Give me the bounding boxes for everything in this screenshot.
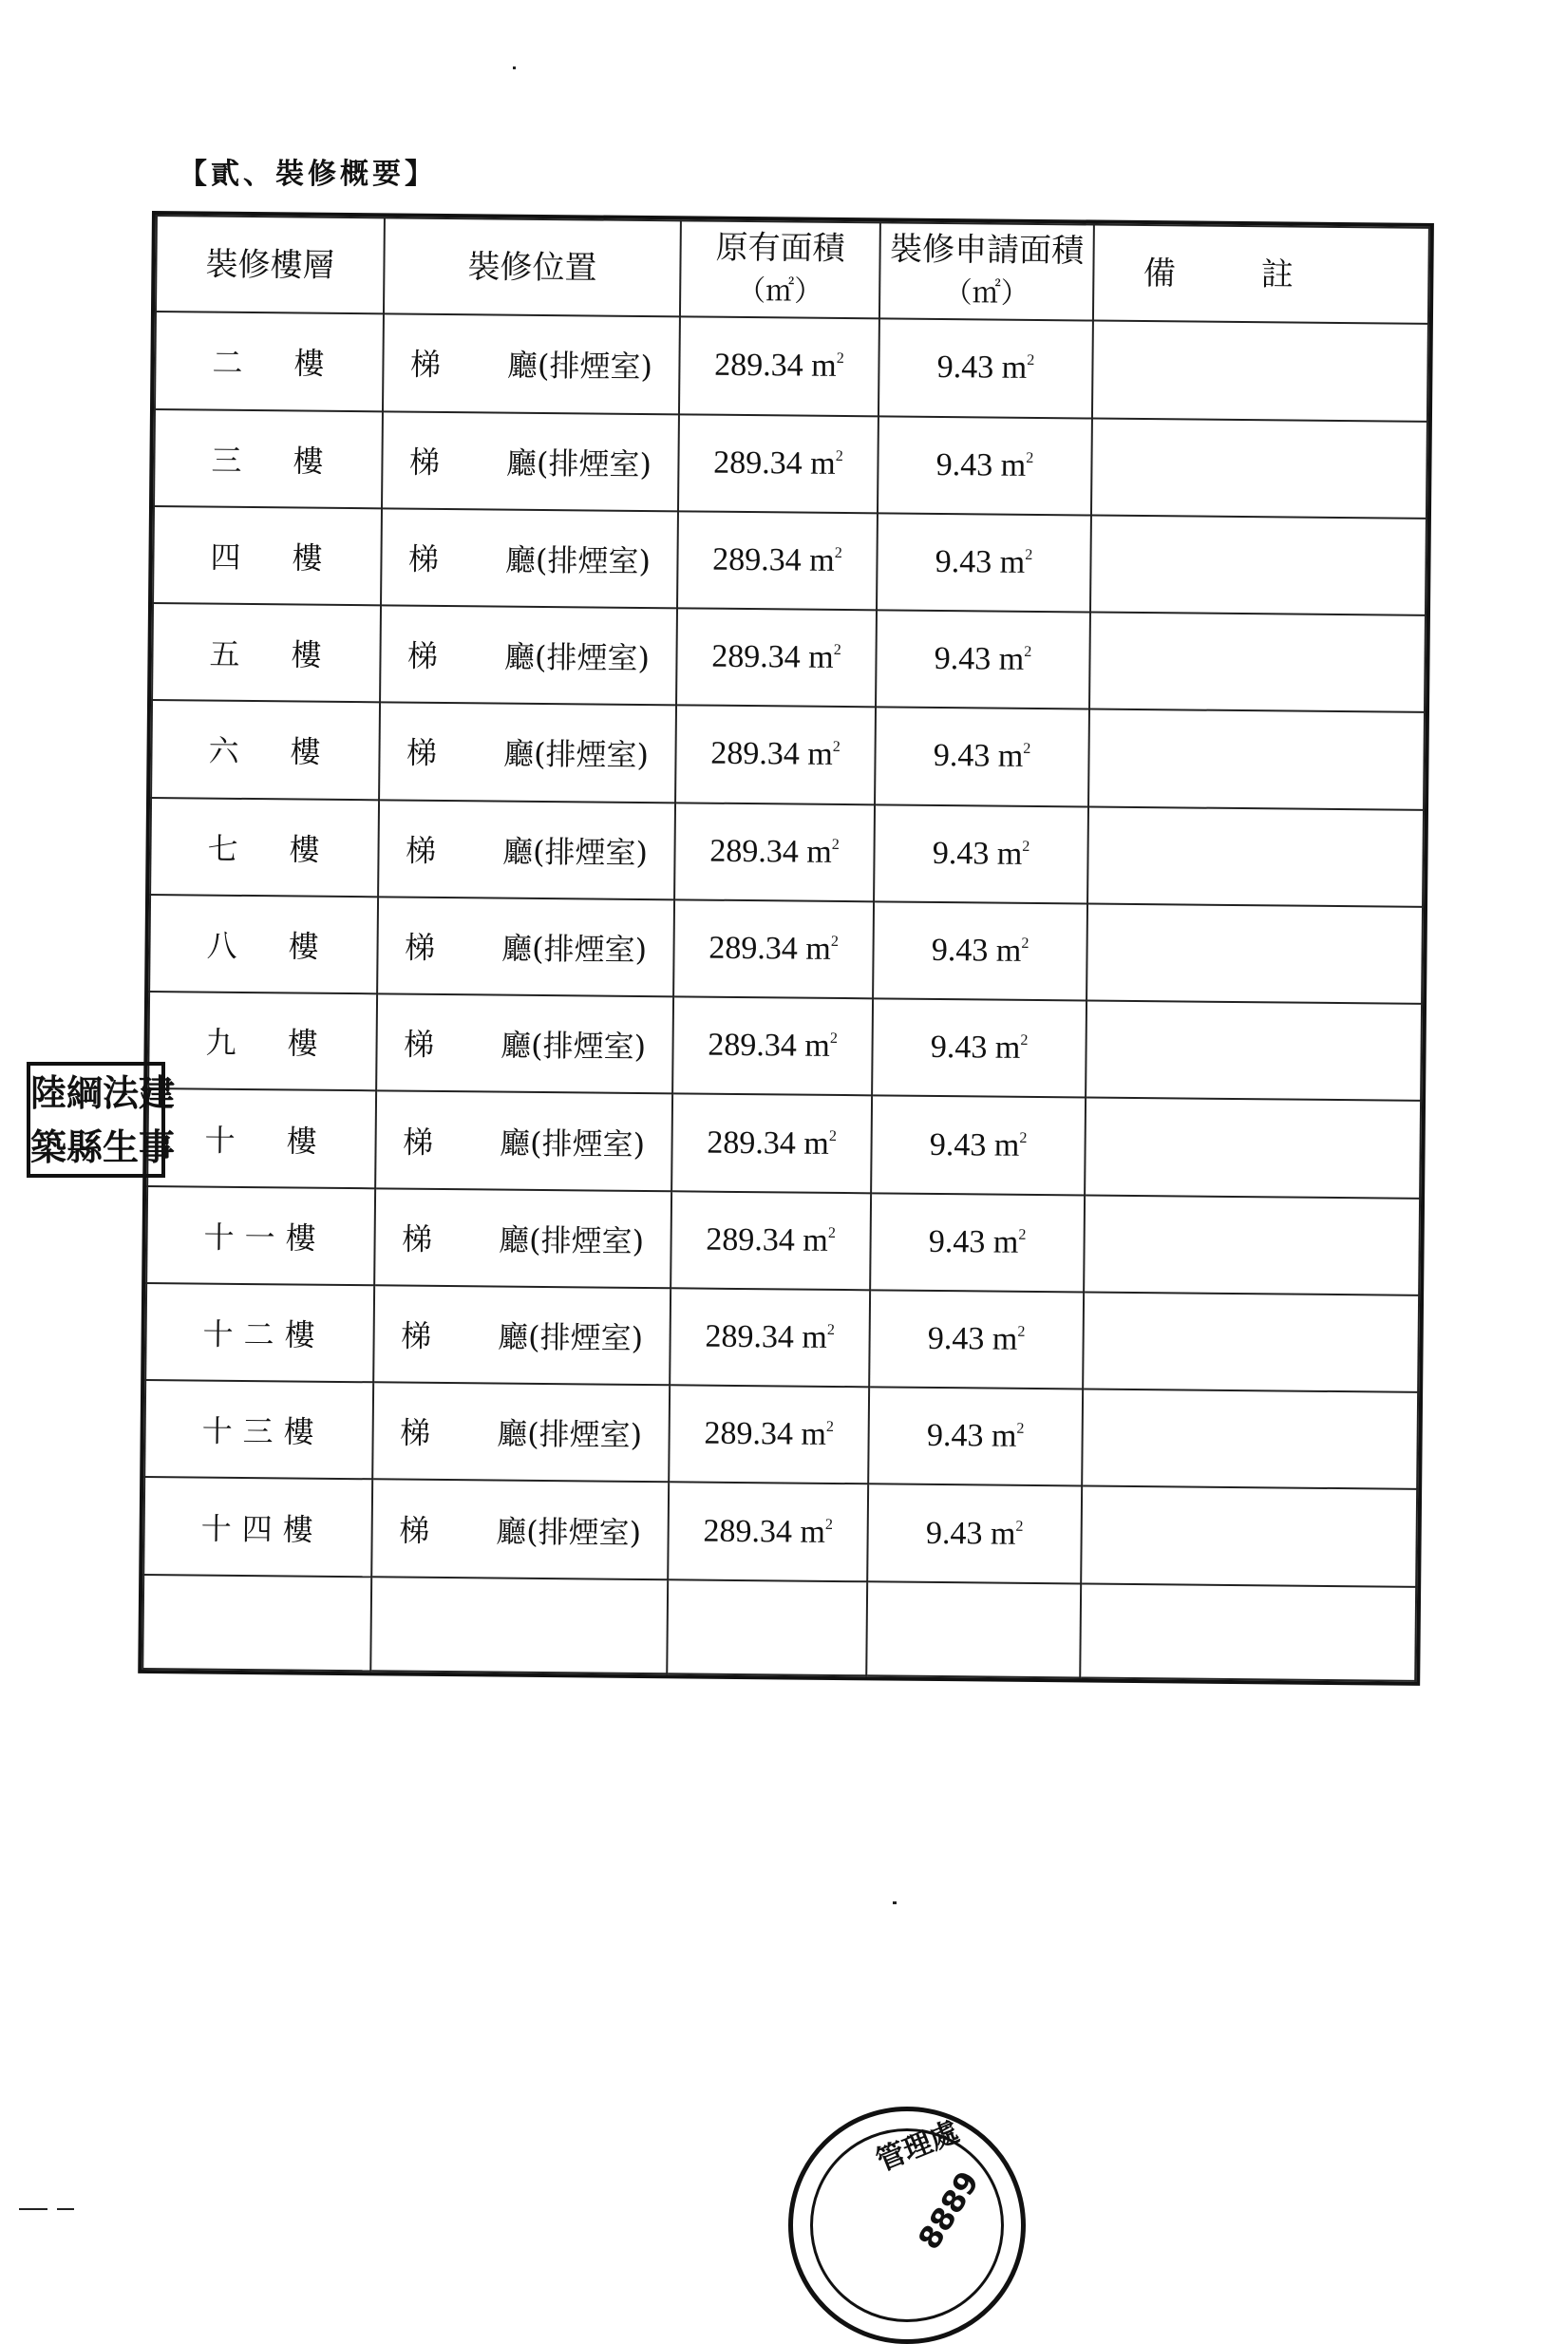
cell-position <box>372 1382 670 1482</box>
cell-floor <box>151 700 380 800</box>
position-part-a: 梯 <box>409 346 442 384</box>
cell-applied-area <box>871 1096 1086 1195</box>
floor-label: 六樓 <box>208 733 323 771</box>
floor-label: 十一樓 <box>203 1219 318 1257</box>
stamp-number: 8889 <box>911 2164 987 2256</box>
area-unit-sup: 2 <box>832 739 841 756</box>
original-area-value: 289.34 <box>707 1125 797 1162</box>
area-unit-sup: 2 <box>831 836 840 853</box>
area-unit: m <box>805 931 831 967</box>
cell-original-area <box>673 899 874 998</box>
cell-position <box>383 314 680 414</box>
position-part-a: 梯 <box>398 1512 430 1549</box>
area-unit-sup: 2 <box>836 350 844 368</box>
seal-char: 陸 <box>30 1070 67 1114</box>
area-unit-sup: 2 <box>826 1321 836 1338</box>
cell-remarks <box>1086 903 1423 1004</box>
cell-floor <box>147 1088 376 1188</box>
cell-position <box>381 508 678 608</box>
position-part-a: 梯 <box>399 1414 431 1452</box>
header-original-area-unit: （㎡） <box>737 274 823 309</box>
area-unit-sup: 2 <box>824 1516 834 1533</box>
left-margin-seal <box>27 1062 176 1178</box>
area-unit: m <box>800 1514 826 1550</box>
area-unit-sup: 2 <box>828 1127 837 1144</box>
area-unit: m <box>809 542 835 578</box>
original-area-value: 289.34 <box>712 541 802 578</box>
original-area-value: 289.34 <box>706 1221 796 1258</box>
area-unit: m <box>811 349 837 385</box>
cell-applied-area <box>876 610 1090 709</box>
seal-char: 建 <box>139 1070 176 1114</box>
area-unit: m <box>808 639 834 676</box>
area-unit-sup: 2 <box>830 933 839 950</box>
area-unit: m <box>994 1030 1021 1067</box>
floor-label: 十樓 <box>204 1122 319 1160</box>
floor-label: 十四樓 <box>200 1510 315 1548</box>
position-part-b: 廳(排煙室) <box>496 1513 642 1551</box>
table-body <box>143 312 1428 1586</box>
cell-floor <box>144 1380 373 1480</box>
cell-floor <box>152 603 381 703</box>
table-row <box>144 1380 1418 1489</box>
cell-original-area <box>670 1288 870 1387</box>
table-row <box>145 1283 1419 1392</box>
cell-position <box>380 605 677 705</box>
area-unit: m <box>806 834 832 870</box>
floor-label: 九樓 <box>205 1024 320 1062</box>
seal-char: 縣 <box>66 1125 104 1168</box>
position-part-b: 廳(排煙室) <box>501 833 649 871</box>
seal-char: 生 <box>103 1125 140 1168</box>
applied-area-value: 9.43 <box>928 1223 986 1260</box>
floor-label: 三樓 <box>211 442 326 480</box>
table-row <box>148 992 1422 1101</box>
table-row <box>143 1477 1417 1586</box>
applied-area-value: 9.43 <box>936 350 994 386</box>
cell-floor <box>146 1186 375 1286</box>
cell-floor <box>153 506 382 606</box>
applied-area-value: 9.43 <box>935 543 992 580</box>
table-row <box>150 798 1424 907</box>
table-row <box>149 895 1423 1004</box>
cell-applied-area <box>878 416 1092 515</box>
area-unit: m <box>810 445 836 482</box>
position-part-b: 廳(排煙室) <box>500 1027 647 1066</box>
cell-remarks <box>1090 515 1426 615</box>
floor-label: 十二樓 <box>202 1315 317 1353</box>
area-unit-sup: 2 <box>1027 352 1035 369</box>
original-area-value: 289.34 <box>704 1415 794 1452</box>
table-row <box>154 409 1427 519</box>
area-unit-sup: 2 <box>1015 1518 1024 1535</box>
cell-original-area <box>668 1483 868 1581</box>
cell-remarks <box>1084 1195 1420 1295</box>
position-part-a: 梯 <box>406 637 439 675</box>
area-unit-sup: 2 <box>1022 838 1030 855</box>
cell-applied-area <box>869 1290 1084 1389</box>
original-area-value: 289.34 <box>710 736 800 773</box>
position-part-b: 廳(排煙室) <box>506 347 653 386</box>
cell-position <box>378 800 675 899</box>
cell-applied-area <box>872 998 1086 1097</box>
floor-label: 五樓 <box>209 635 324 673</box>
cell-position <box>382 411 679 511</box>
area-unit: m <box>996 836 1023 872</box>
cell-remarks <box>1085 1098 1421 1199</box>
cell-original-area <box>677 511 878 610</box>
cell-original-area <box>672 996 873 1095</box>
header-position: 裝修位置 <box>384 217 681 316</box>
applied-area-value: 9.43 <box>933 738 991 774</box>
area-unit-sup: 2 <box>1023 741 1031 758</box>
area-unit: m <box>802 1319 828 1355</box>
position-part-b: 廳(排煙室) <box>498 1221 645 1259</box>
area-unit: m <box>803 1125 830 1162</box>
cell-remarks <box>1087 806 1424 907</box>
floor-label: 四樓 <box>210 539 325 577</box>
position-part-b: 廳(排煙室) <box>503 638 651 677</box>
official-stamp <box>788 2107 1026 2344</box>
area-unit: m <box>992 1224 1019 1260</box>
table-row <box>155 312 1428 421</box>
cell-applied-area <box>870 1193 1085 1292</box>
area-unit: m <box>995 933 1022 969</box>
cell-applied-area <box>867 1484 1082 1583</box>
position-part-a: 梯 <box>403 1026 435 1064</box>
cell-applied-area <box>868 1387 1083 1485</box>
area-unit: m <box>801 1416 827 1453</box>
scan-speck <box>19 2208 47 2210</box>
area-unit-sup: 2 <box>1018 1226 1027 1243</box>
seal-char: 築 <box>30 1125 67 1168</box>
table-row <box>152 603 1426 712</box>
cell-position <box>374 1188 671 1288</box>
cell-remarks <box>1082 1389 1418 1490</box>
header-original-area <box>680 220 880 318</box>
cell-original-area <box>679 317 879 416</box>
cell-floor <box>155 312 384 411</box>
cell-floor <box>145 1283 374 1383</box>
area-unit: m <box>997 739 1024 775</box>
applied-area-value: 9.43 <box>934 641 992 677</box>
table-row <box>146 1186 1420 1295</box>
cell-original-area <box>678 414 878 513</box>
section-title: 【貳、裝修概要】 <box>179 158 437 191</box>
cell-floor <box>143 1477 372 1577</box>
area-unit-sup: 2 <box>834 544 842 561</box>
cell-applied-area <box>875 708 1089 806</box>
area-unit: m <box>991 1418 1017 1455</box>
position-part-b: 廳(排煙室) <box>505 444 652 482</box>
applied-area-value: 9.43 <box>925 1515 983 1552</box>
area-unit: m <box>1000 447 1027 483</box>
cell-remarks <box>1086 1001 1422 1102</box>
original-area-value: 289.34 <box>708 1027 798 1064</box>
table-row <box>147 1088 1421 1198</box>
position-part-a: 梯 <box>406 735 438 772</box>
floor-label: 十三樓 <box>201 1412 316 1451</box>
cell-position <box>371 1480 669 1579</box>
cell-floor <box>154 409 383 509</box>
table-row <box>153 506 1426 615</box>
table-row <box>151 700 1425 809</box>
area-unit-sup: 2 <box>835 447 843 464</box>
position-part-b: 廳(排煙室) <box>502 736 650 774</box>
area-unit-sup: 2 <box>1021 935 1030 952</box>
area-unit-sup: 2 <box>1024 644 1032 661</box>
area-unit: m <box>992 1321 1018 1357</box>
cell-floor <box>150 798 379 898</box>
seal-char: 法 <box>103 1070 140 1114</box>
area-unit-sup: 2 <box>829 1030 838 1048</box>
applied-area-value: 9.43 <box>932 835 990 872</box>
stamp-text: 管理處 <box>872 2115 964 2179</box>
area-unit: m <box>993 1127 1020 1163</box>
renovation-table-frame <box>138 211 1434 1686</box>
floor-label: 八樓 <box>206 927 321 965</box>
cell-original-area <box>671 1191 871 1290</box>
area-unit: m <box>990 1516 1016 1552</box>
area-unit: m <box>807 737 833 773</box>
cell-position <box>376 993 673 1093</box>
cell-original-area <box>671 1094 872 1193</box>
cell-remarks <box>1088 709 1425 810</box>
cell-remarks <box>1092 321 1428 422</box>
cell-position <box>373 1285 671 1385</box>
area-unit-sup: 2 <box>1019 1129 1028 1146</box>
header-original-area-label: 原有面積 <box>715 228 845 268</box>
area-unit: m <box>804 1028 830 1065</box>
table-row-blank <box>142 1575 1416 1681</box>
position-part-a: 梯 <box>402 1124 434 1161</box>
header-floor: 裝修樓層 <box>156 216 385 314</box>
header-remarks: 備註 <box>1093 225 1429 325</box>
original-area-value: 289.34 <box>711 638 801 675</box>
applied-area-value: 9.43 <box>935 446 993 483</box>
position-part-a: 梯 <box>401 1220 433 1257</box>
area-unit: m <box>998 641 1025 678</box>
area-unit-sup: 2 <box>1026 449 1034 466</box>
position-part-a: 梯 <box>407 540 440 577</box>
position-part-b: 廳(排煙室) <box>497 1318 644 1357</box>
cell-original-area <box>675 706 876 804</box>
area-unit: m <box>999 544 1026 580</box>
floor-label: 七樓 <box>207 830 322 868</box>
applied-area-value: 9.43 <box>929 1126 987 1163</box>
original-area-value: 289.34 <box>705 1318 795 1355</box>
cell-remarks <box>1081 1486 1417 1587</box>
cell-applied-area <box>878 319 1093 418</box>
header-applied-area-label: 裝修申請面積 <box>889 230 1085 271</box>
applied-area-value: 9.43 <box>930 1030 988 1066</box>
position-part-b: 廳(排煙室) <box>499 1125 646 1163</box>
header-applied-area-unit: （㎡） <box>943 275 1030 311</box>
position-part-a: 梯 <box>405 832 437 869</box>
cell-applied-area <box>873 901 1087 1000</box>
position-part-a: 梯 <box>400 1317 432 1354</box>
table-header-row <box>156 216 1429 324</box>
cell-remarks <box>1083 1292 1419 1392</box>
cell-applied-area <box>874 804 1088 903</box>
position-part-a: 梯 <box>408 444 441 481</box>
cell-remarks <box>1091 418 1427 519</box>
original-area-value: 289.34 <box>709 833 799 870</box>
cell-position <box>379 703 676 803</box>
cell-floor <box>148 992 377 1091</box>
floor-label: 二樓 <box>212 344 327 383</box>
applied-area-value: 9.43 <box>926 1418 984 1454</box>
cell-position <box>377 897 674 996</box>
cell-original-area <box>676 608 877 707</box>
cell-original-area <box>669 1385 869 1484</box>
original-area-value: 289.34 <box>713 444 803 482</box>
cell-floor <box>149 895 378 994</box>
original-area-value: 289.34 <box>708 930 799 967</box>
cell-position <box>375 1091 672 1191</box>
area-unit-sup: 2 <box>825 1419 835 1436</box>
original-area-value: 289.34 <box>703 1513 793 1550</box>
seal-char: 事 <box>139 1125 176 1168</box>
header-applied-area <box>879 222 1094 320</box>
area-unit-sup: 2 <box>833 642 841 659</box>
area-unit-sup: 2 <box>1017 1323 1026 1340</box>
area-unit-sup: 2 <box>827 1224 837 1241</box>
renovation-summary-table <box>142 215 1430 1682</box>
seal-char: 綱 <box>66 1070 104 1114</box>
area-unit: m <box>803 1222 829 1258</box>
scan-speck <box>893 1901 897 1904</box>
position-part-b: 廳(排煙室) <box>496 1415 643 1454</box>
position-part-a: 梯 <box>404 929 436 966</box>
original-area-value: 289.34 <box>714 348 803 384</box>
area-unit-sup: 2 <box>1020 1032 1029 1049</box>
area-unit-sup: 2 <box>1025 546 1033 563</box>
applied-area-value: 9.43 <box>931 932 989 969</box>
position-part-b: 廳(排煙室) <box>504 541 652 579</box>
scan-speck <box>57 2208 74 2210</box>
area-unit-sup: 2 <box>1016 1421 1025 1438</box>
cell-remarks <box>1089 613 1426 713</box>
position-part-b: 廳(排煙室) <box>501 930 648 969</box>
cell-original-area <box>674 803 875 901</box>
scan-speck <box>513 66 516 69</box>
applied-area-value: 9.43 <box>927 1320 985 1357</box>
area-unit: m <box>1001 350 1028 387</box>
cell-applied-area <box>877 513 1091 612</box>
